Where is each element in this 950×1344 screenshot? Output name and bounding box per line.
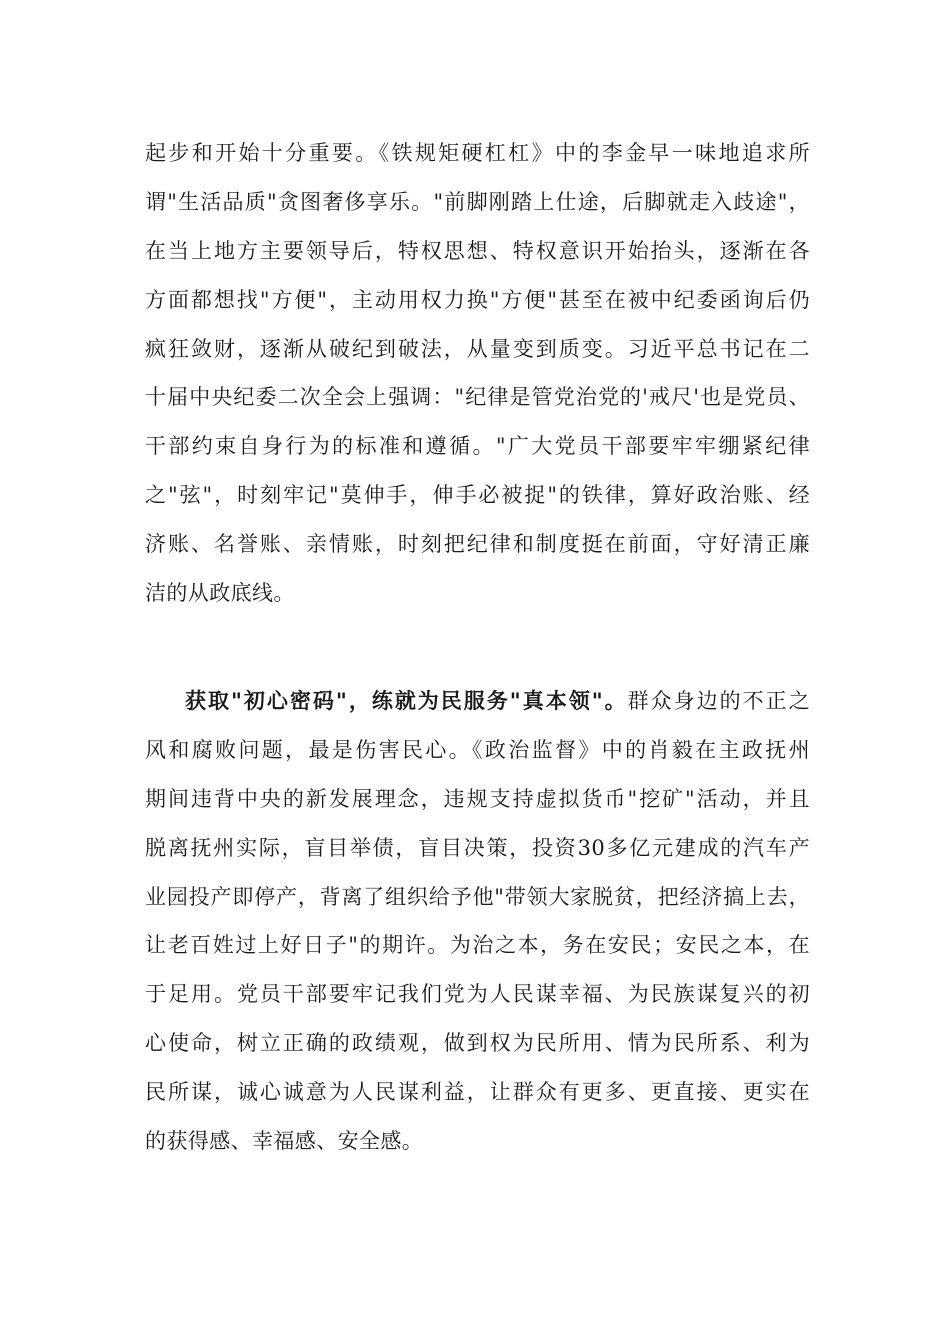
section-heading: 获取"初心密码"，练就为民服务"真本领"。 [185,688,628,713]
text-line: 济账、名誉账、亲情账，时刻把纪律和制度挺在前面，守好清正廉 [145,532,810,557]
paragraph-original-aspiration [145,680,810,1169]
text-line: 在当上地方主要领导后，特权思想、特权意识开始抬头，逐渐在各 [145,238,810,263]
text-line: 业园投产即停产，背离了组织给予他"带领大家脱贫，把经济搞上去， [145,884,810,909]
text-line: 心使命，树立正确的政绩观，做到权为民所用、情为民所系、利为 [145,1031,810,1056]
text-line: 起步和开始十分重要。《铁规矩硬杠杠》中的李金早一味地追求所 [145,141,810,165]
text-line: 期间违背中央的新发展理念，违规支持虚拟货币"挖矿"活动，并且 [145,786,810,811]
text-line: 让老百姓过上好日子"的期许。为治之本，务在安民；安民之本，在 [145,933,810,958]
text-line: 的获得感、幸福感、安全感。 [145,1129,424,1154]
text-line: 脱离抚州实际，盲目举债，盲目决策，投资30多亿元建成的汽车产 [145,835,810,860]
text-line: 之"弦"，时刻牢记"莫伸手，伸手必被捉"的铁律，算好政治账、经 [145,483,810,508]
heading-continuation: 群众身边的不正之 [627,689,810,713]
text-line: 民所谋，诚心诚意为人民谋利益，让群众有更多、更直接、更实在 [145,1080,810,1105]
text-line: 干部约束自身行为的标准和遵循。"广大党员干部要牢牢绷紧纪律 [145,434,810,459]
paragraph-discipline [145,132,810,621]
text-line: 方面都想找"方便"，主动用权力换"方便"甚至在被中纪委函询后仍 [145,287,810,312]
text-line-first [145,680,810,729]
text-line: 谓"生活品质"贪图奢侈享乐。"前脚刚踏上仕途，后脚就走入歧途"， [145,189,810,214]
text-line: 十届中央纪委二次全会上强调："纪律是管党治党的'戒尺'也是党员、 [145,385,810,410]
text-line: 疯狂敛财，逐渐从破纪到破法，从量变到质变。习近平总书记在二 [145,336,810,361]
text-line: 于足用。党员干部要牢记我们党为人民谋幸福、为民族谋复兴的初 [145,982,810,1007]
text-line: 洁的从政底线。 [145,581,295,606]
text-line: 风和腐败问题，最是伤害民心。《政治监督》中的肖毅在主政抚州 [145,737,810,762]
